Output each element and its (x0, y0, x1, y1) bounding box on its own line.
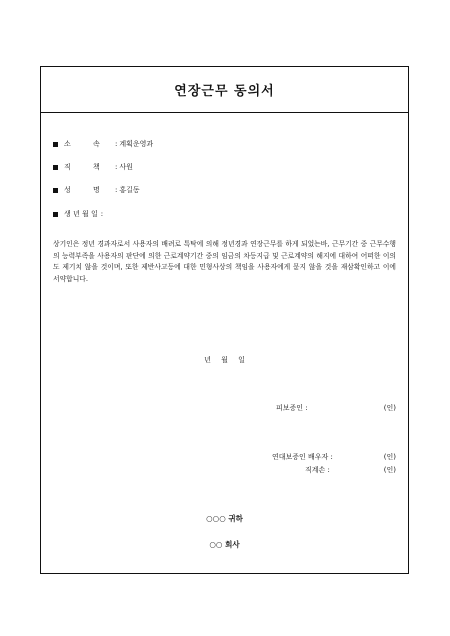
field-separator: : (115, 186, 118, 194)
field-label: 성 명 (64, 186, 100, 194)
field-label: 소 속 (64, 140, 100, 148)
field-value: 홍길동 (119, 186, 140, 194)
document-title: 연장근무 동의서 (174, 84, 275, 99)
pledge-paragraph: 상기인은 정년 경과자로서 사용자의 배려로 특탁에 의해 정년경과 연장근무를 하게 되었는바, 근무기간 중 근무수행의 능력부족을 사용자의 판단에 의한 근로계약기간 중의 임금의 차등지급 및 근로계약의 해지에 대하여 어떠한 이의도 제기치 않을 것이며, 또한 제반사고등에 대한 민형사상의 책임을 사용자에게 묻지 않을 것을 재삼확인하고 이에 서약합니다. (53, 240, 396, 283)
field-separator: : (115, 163, 118, 171)
field-separator: : (100, 210, 104, 218)
signature-label: 직계손 : (305, 466, 330, 474)
field-birthdate (53, 209, 105, 219)
date-line: 년 월 일 (204, 356, 245, 364)
square-bullet-icon (53, 188, 58, 193)
square-bullet-icon (53, 212, 58, 217)
square-bullet-icon (53, 165, 58, 170)
seal-mark: (인) (383, 453, 396, 461)
company-line: ○○ 회사 (209, 540, 240, 549)
signature-guarantee (276, 403, 396, 413)
field-name (53, 185, 140, 195)
field-separator: : (115, 140, 118, 148)
signature-label: 연대보증인 배우자 : (272, 453, 333, 461)
signature-descendant (305, 465, 396, 475)
signature-label: 피보증인 : (276, 404, 308, 412)
signature-joint-guarantor (272, 452, 396, 462)
title-box (41, 67, 408, 113)
field-department (53, 139, 153, 149)
field-value: 계획운영과 (119, 140, 154, 148)
field-position (53, 162, 133, 172)
recipient-line: ○○○ 귀하 (206, 514, 243, 523)
consent-form (40, 66, 409, 574)
square-bullet-icon (53, 142, 58, 147)
seal-mark: (인) (383, 466, 396, 474)
field-label: 직 책 (64, 163, 100, 171)
field-value: 사원 (119, 163, 133, 171)
seal-mark: (인) (383, 404, 396, 412)
field-label: 생 년 월 일 (64, 210, 98, 218)
